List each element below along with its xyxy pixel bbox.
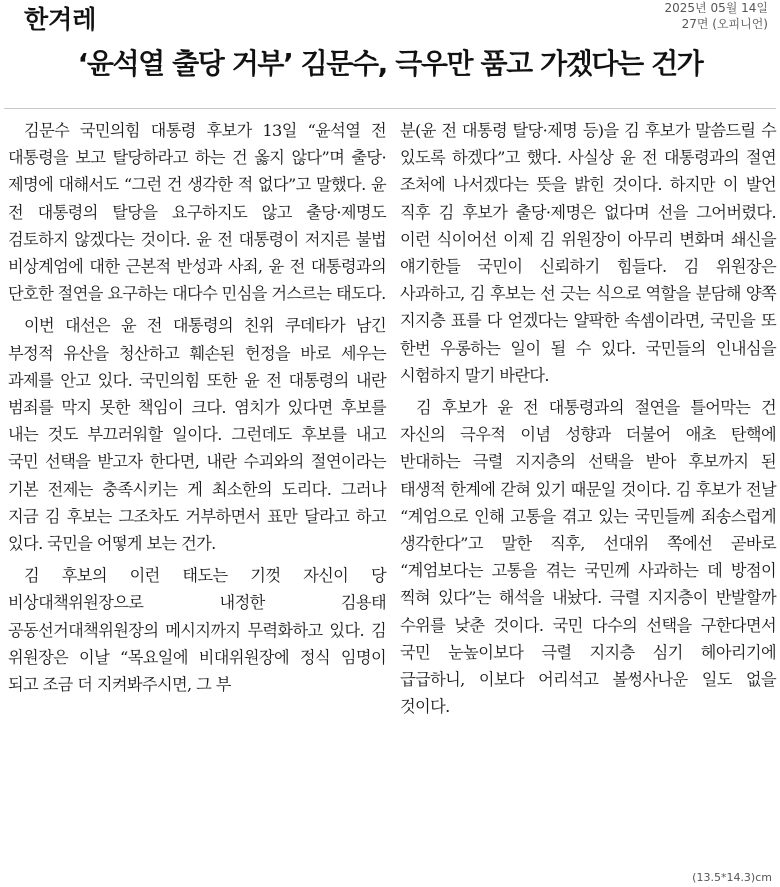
paragraph: 김 후보의 이런 태도는 기껏 자신이 당 비상대책위원장으로 내정한 김용태 공동선거대책위원장의 메시지까지 무력화하고 있다. 김 위원장은 이날 “목요일에 비대위원장에 정식 임명이 되고 조금 더 지켜봐주시면, 그 부	[8, 566, 386, 695]
masthead-logo: 한겨레	[24, 5, 97, 34]
headline-divider	[4, 108, 776, 109]
page-title: ‘윤석열 출당 거부’ 김문수, 극우만 품고 가겠다는 건가	[77, 47, 703, 80]
page-section: 27면 (오피니언)	[681, 17, 768, 31]
publication-meta	[665, 0, 768, 32]
paragraph: 이번 대선은 윤 전 대통령의 친위 쿠데타가 남긴 부정적 유산을 청산하고 훼손된 헌정을 바로 세우는 과제를 안고 있다. 국민의힘 또한 윤 전 대통령의 내란 범죄를 막지 못한 책임이 크다. 염치가 있다면 후보를 내는 것도 부끄러워할 일이다. 그런데도 후보를 내고 국민 선택을 받고자 한다면, 내란 수괴와의 절연이라는 기본 전제는 충족시키는 게 최소한의 도리다. 그러나 지금 김 후보는 그조차도 거부하면서 표만 달라고 하고 있다. 국민을 어떻게 보는 건가.	[8, 316, 386, 554]
publication-date: 2025년 05월 14일	[664, 1, 768, 15]
article-column-left	[8, 117, 386, 703]
paragraph: 김 후보가 윤 전 대통령과의 절연을 틀어막는 건 자신의 극우적 이념 성향과 더불어 애초 탄핵에 반대하는 극렬 지지층의 선택을 받아 후보까지 된 태생적 한계에 갇혀 있기 때문일 것이다. 김 후보가 전날 “계엄으로 인해 고통을 겪고 있는 국민들께 죄송스럽게 생각한다”고 말한 직후, 선대위 쪽에선 곧바로 “계엄보다는 고통을 겪는 국민께 사과하는 데 방점이 찍혀 있다”는 해석을 내놨다. 극렬 지지층이 반발할까 수위를 낮춘 것이다. 국민 다수의 선택을 구한다면서 국민 눈높이보다 극렬 지지층 심기 헤아리기에 급급하니, 이보다 어리석고 볼썽사나운 일도 없을 것이다.	[400, 398, 776, 717]
paragraph: 분(윤 전 대통령 탈당·제명 등)을 김 후보가 말씀드릴 수 있도록 하겠다”고 했다. 사실상 윤 전 대통령과의 절연 조처에 나서겠다는 뜻을 밝힌 것이다. 하지만 이 발언 직후 김 후보가 출당·제명은 없다며 선을 그어버렸다. 이런 식이어선 이제 김 위원장이 아무리 변화며 쇄신을 얘기한들 국민이 신뢰하기 힘들다. 김 위원장은 사과하고, 김 후보는 선 긋는 식으로 역할을 분담해 양쪽 지지층 표를 다 얻겠다는 얄팍한 속셈이라면, 국민을 또 한번 우롱하는 일이 될 수 있다. 국민들의 인내심을 시험하지 말기 바란다.	[400, 121, 776, 385]
paragraph: 김문수 국민의힘 대통령 후보가 13일 “윤석열 전 대통령을 보고 탈당하라고 하는 건 옳지 않다”며 출당·제명에 대해서도 “그런 건 생각한 적 없다”고 말했다. 윤 전 대통령의 탈당을 요구하지도 않고 출당·제명도 검토하지 않겠다는 것이다. 윤 전 대통령이 저지른 불법 비상계엄에 대한 근본적 반성과 사죄, 윤 전 대통령과의 단호한 절연을 요구하는 대다수 민심을 거스르는 태도다.	[8, 121, 386, 304]
article-column-right	[400, 117, 776, 725]
clipping-size: (13.5*14.3)cm	[692, 871, 772, 884]
